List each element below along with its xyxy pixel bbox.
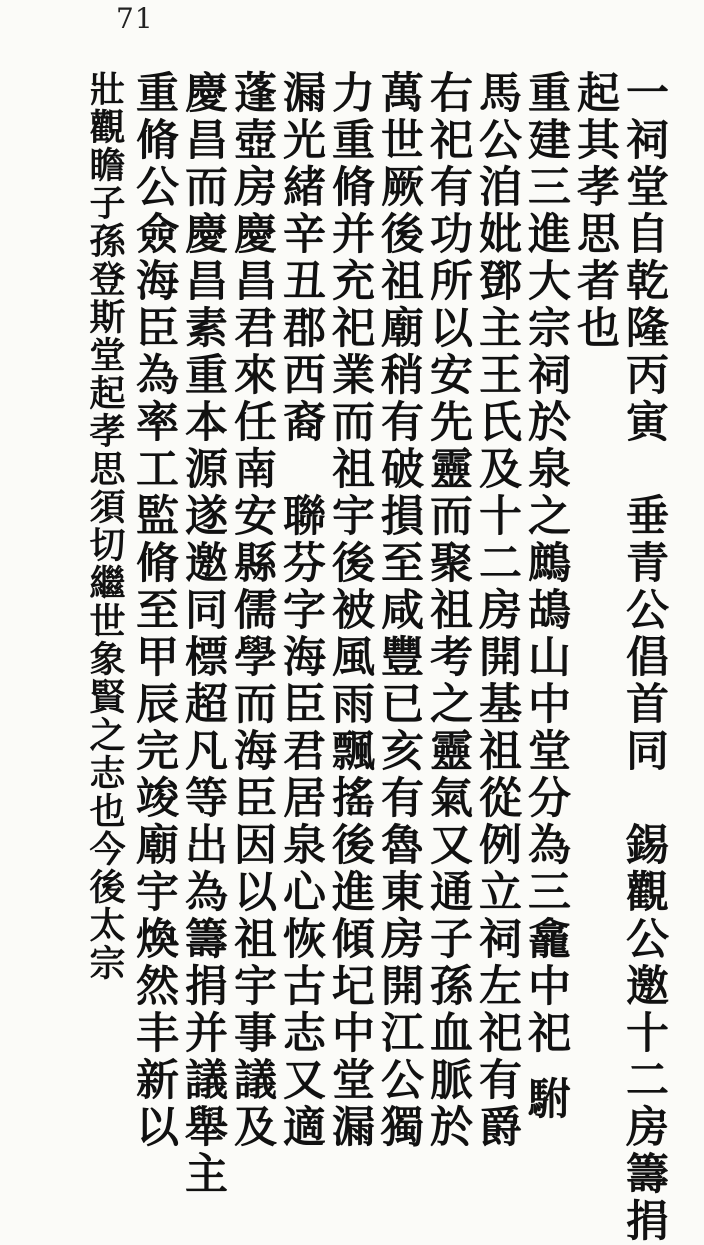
text-column-12: 壯觀瞻子孫登斯堂起孝思須切繼世象賢之志也今後太宗: [84, 70, 126, 982]
text-column-11: 重脩公僉海臣為率工監脩至甲辰完竣廟宇煥然丰新以: [129, 70, 179, 1151]
document-text: [80, 70, 669, 1245]
text-column-6: 萬世厥後祖廟稍有破損至咸豐已亥有魯東房開江公獨: [374, 70, 424, 1151]
text-column-4: 馬公洎妣鄧主王氏及十二房開基祖從例立祠左祀有爵: [472, 70, 522, 1151]
text-column-5: 右祀有功所以安先靈而聚祖考之靈氣又通子孫血脈於: [423, 70, 473, 1151]
text-column-1: 一祠堂自乾隆丙寅 垂青公倡首同 錫觀公邀十二房籌捐: [619, 70, 669, 1245]
page-number: 71: [116, 2, 154, 35]
text-column-9: 蓬壺房慶昌君來任南安縣儒學而海臣因以祖宇事議及: [227, 70, 277, 1151]
text-column-2: 起其孝思者也: [570, 70, 620, 352]
text-column-10: 慶昌而慶昌素重本源遂邀同標超凡等出為籌捐并議舉主: [178, 70, 228, 1198]
text-column-7: 力重脩并充祀業而祖宇後被風雨飄搖後進傾圮中堂漏: [325, 70, 375, 1151]
text-column-8: 漏光緒辛丑郡西裔 聯芬字海臣君居泉心恢古志又適: [276, 70, 326, 1151]
text-column-3: 重建三進大宗祠於泉之鷓鴣山中堂分為三龕中祀 駙: [521, 70, 571, 1123]
